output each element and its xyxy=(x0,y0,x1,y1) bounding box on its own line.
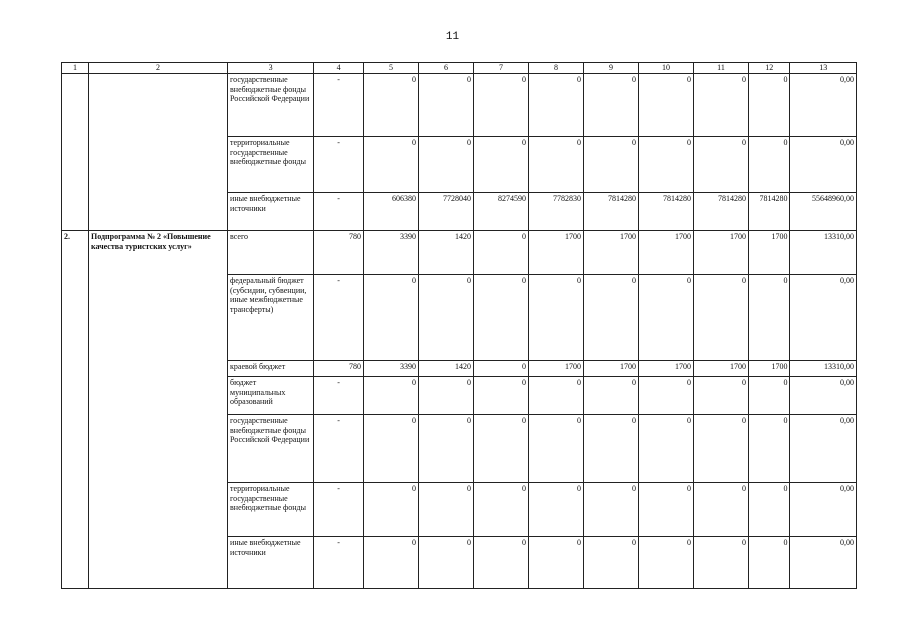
value-cell-col-7: 0 xyxy=(473,361,528,377)
page-number: 11 xyxy=(445,31,460,43)
funding-source: всего xyxy=(228,231,314,275)
value-cell-col-10: 0 xyxy=(638,483,693,537)
value-cell-col-11: 1700 xyxy=(693,231,748,275)
funding-source: бюджет муниципальных образований xyxy=(228,377,314,415)
value-cell-col-13: 0,00 xyxy=(790,415,857,483)
value-cell-col-6: 0 xyxy=(418,537,473,589)
value-cell-col-4: - xyxy=(314,275,364,361)
value-cell-col-5: 606380 xyxy=(363,193,418,231)
value-cell-col-12: 0 xyxy=(748,483,790,537)
funding-source: территориальные государственные внебюджетные фонды xyxy=(228,483,314,537)
value-cell-col-4: - xyxy=(314,537,364,589)
value-cell-col-12: 0 xyxy=(748,137,790,193)
value-cell-col-11: 0 xyxy=(693,415,748,483)
value-cell-col-7: 0 xyxy=(473,231,528,275)
value-cell-col-13: 0,00 xyxy=(790,483,857,537)
value-cell-col-4: 780 xyxy=(314,361,364,377)
value-cell-col-12: 0 xyxy=(748,275,790,361)
value-cell-col-5: 0 xyxy=(363,483,418,537)
value-cell-col-10: 0 xyxy=(638,377,693,415)
value-cell-col-5: 0 xyxy=(363,137,418,193)
value-cell-col-13: 0,00 xyxy=(790,74,857,137)
value-cell-col-5: 3390 xyxy=(363,361,418,377)
value-cell-col-10: 1700 xyxy=(638,361,693,377)
table-row xyxy=(62,74,857,137)
value-cell-col-11: 0 xyxy=(693,537,748,589)
value-cell-col-11: 0 xyxy=(693,483,748,537)
value-cell-col-5: 0 xyxy=(363,377,418,415)
value-cell-col-8: 1700 xyxy=(528,231,583,275)
column-header-1: 1 xyxy=(62,63,89,74)
value-cell-col-9: 0 xyxy=(583,377,638,415)
value-cell-col-8: 0 xyxy=(528,377,583,415)
value-cell-col-12: 0 xyxy=(748,415,790,483)
value-cell-col-9: 0 xyxy=(583,74,638,137)
value-cell-col-10: 0 xyxy=(638,275,693,361)
column-header-4: 4 xyxy=(314,63,364,74)
value-cell-col-6: 0 xyxy=(418,137,473,193)
value-cell-col-5: 0 xyxy=(363,537,418,589)
value-cell-col-7: 0 xyxy=(473,275,528,361)
column-header-2: 2 xyxy=(88,63,227,74)
value-cell-col-8: 1700 xyxy=(528,361,583,377)
table-row xyxy=(62,231,857,275)
value-cell-col-9: 1700 xyxy=(583,231,638,275)
value-cell-col-9: 0 xyxy=(583,275,638,361)
value-cell-col-5: 0 xyxy=(363,275,418,361)
value-cell-col-12: 7814280 xyxy=(748,193,790,231)
value-cell-col-9: 0 xyxy=(583,483,638,537)
value-cell-col-12: 0 xyxy=(748,377,790,415)
value-cell-col-6: 0 xyxy=(418,415,473,483)
value-cell-col-8: 0 xyxy=(528,275,583,361)
value-cell-col-9: 0 xyxy=(583,137,638,193)
value-cell-col-11: 7814280 xyxy=(693,193,748,231)
subprogram-index: 2. xyxy=(62,231,89,589)
column-header-row xyxy=(62,63,857,74)
value-cell-col-5: 3390 xyxy=(363,231,418,275)
column-header-3: 3 xyxy=(228,63,314,74)
value-cell-col-9: 0 xyxy=(583,537,638,589)
value-cell-col-4: - xyxy=(314,193,364,231)
funding-source: территориальные государственные внебюджетные фонды xyxy=(228,137,314,193)
column-header-12: 12 xyxy=(748,63,790,74)
value-cell-col-4: - xyxy=(314,377,364,415)
budget-table xyxy=(61,62,857,589)
name-cell-continued xyxy=(88,74,227,231)
value-cell-col-7: 0 xyxy=(473,537,528,589)
funding-source: государственные внебюджетные фонды Российской Федерации xyxy=(228,415,314,483)
column-header-7: 7 xyxy=(473,63,528,74)
value-cell-col-12: 1700 xyxy=(748,231,790,275)
value-cell-col-7: 0 xyxy=(473,74,528,137)
value-cell-col-8: 7782830 xyxy=(528,193,583,231)
value-cell-col-11: 0 xyxy=(693,377,748,415)
value-cell-col-12: 0 xyxy=(748,74,790,137)
value-cell-col-6: 0 xyxy=(418,275,473,361)
value-cell-col-10: 0 xyxy=(638,137,693,193)
value-cell-col-8: 0 xyxy=(528,415,583,483)
value-cell-col-4: - xyxy=(314,415,364,483)
value-cell-col-10: 0 xyxy=(638,74,693,137)
value-cell-col-4: - xyxy=(314,137,364,193)
value-cell-col-13: 0,00 xyxy=(790,137,857,193)
value-cell-col-12: 1700 xyxy=(748,361,790,377)
value-cell-col-11: 0 xyxy=(693,74,748,137)
column-header-10: 10 xyxy=(638,63,693,74)
funding-source: государственные внебюджетные фонды Российской Федерации xyxy=(228,74,314,137)
value-cell-col-10: 1700 xyxy=(638,231,693,275)
value-cell-col-8: 0 xyxy=(528,137,583,193)
value-cell-col-4: - xyxy=(314,483,364,537)
column-header-13: 13 xyxy=(790,63,857,74)
value-cell-col-11: 0 xyxy=(693,137,748,193)
funding-source: краевой бюджет xyxy=(228,361,314,377)
index-cell-continued xyxy=(62,74,89,231)
column-header-9: 9 xyxy=(583,63,638,74)
value-cell-col-6: 0 xyxy=(418,74,473,137)
value-cell-col-5: 0 xyxy=(363,74,418,137)
funding-source: федеральный бюджет (субсидии, субвенции, иные межбюджетные трансферты) xyxy=(228,275,314,361)
funding-source: иные внебюджетные источники xyxy=(228,193,314,231)
value-cell-col-8: 0 xyxy=(528,537,583,589)
value-cell-col-6: 0 xyxy=(418,483,473,537)
value-cell-col-4: - xyxy=(314,74,364,137)
value-cell-col-13: 0,00 xyxy=(790,537,857,589)
value-cell-col-9: 1700 xyxy=(583,361,638,377)
value-cell-col-7: 0 xyxy=(473,137,528,193)
value-cell-col-6: 1420 xyxy=(418,231,473,275)
value-cell-col-13: 13310,00 xyxy=(790,231,857,275)
value-cell-col-10: 0 xyxy=(638,537,693,589)
column-header-11: 11 xyxy=(693,63,748,74)
value-cell-col-13: 0,00 xyxy=(790,275,857,361)
value-cell-col-13: 55648960,00 xyxy=(790,193,857,231)
value-cell-col-6: 1420 xyxy=(418,361,473,377)
value-cell-col-7: 0 xyxy=(473,483,528,537)
value-cell-col-7: 0 xyxy=(473,377,528,415)
value-cell-col-6: 7728040 xyxy=(418,193,473,231)
value-cell-col-6: 0 xyxy=(418,377,473,415)
value-cell-col-7: 0 xyxy=(473,415,528,483)
value-cell-col-9: 0 xyxy=(583,415,638,483)
value-cell-col-5: 0 xyxy=(363,415,418,483)
value-cell-col-13: 0,00 xyxy=(790,377,857,415)
value-cell-col-7: 8274590 xyxy=(473,193,528,231)
value-cell-col-8: 0 xyxy=(528,483,583,537)
value-cell-col-11: 0 xyxy=(693,275,748,361)
value-cell-col-10: 0 xyxy=(638,415,693,483)
value-cell-col-8: 0 xyxy=(528,74,583,137)
column-header-6: 6 xyxy=(418,63,473,74)
table-body xyxy=(62,74,857,589)
value-cell-col-12: 0 xyxy=(748,537,790,589)
funding-source: иные внебюджетные источники xyxy=(228,537,314,589)
value-cell-col-4: 780 xyxy=(314,231,364,275)
value-cell-col-13: 13310,00 xyxy=(790,361,857,377)
column-header-5: 5 xyxy=(363,63,418,74)
subprogram-title: Подпрограмма № 2 «Повышение качества туристских услуг» xyxy=(88,231,227,589)
value-cell-col-10: 7814280 xyxy=(638,193,693,231)
value-cell-col-11: 1700 xyxy=(693,361,748,377)
column-header-8: 8 xyxy=(528,63,583,74)
value-cell-col-9: 7814280 xyxy=(583,193,638,231)
